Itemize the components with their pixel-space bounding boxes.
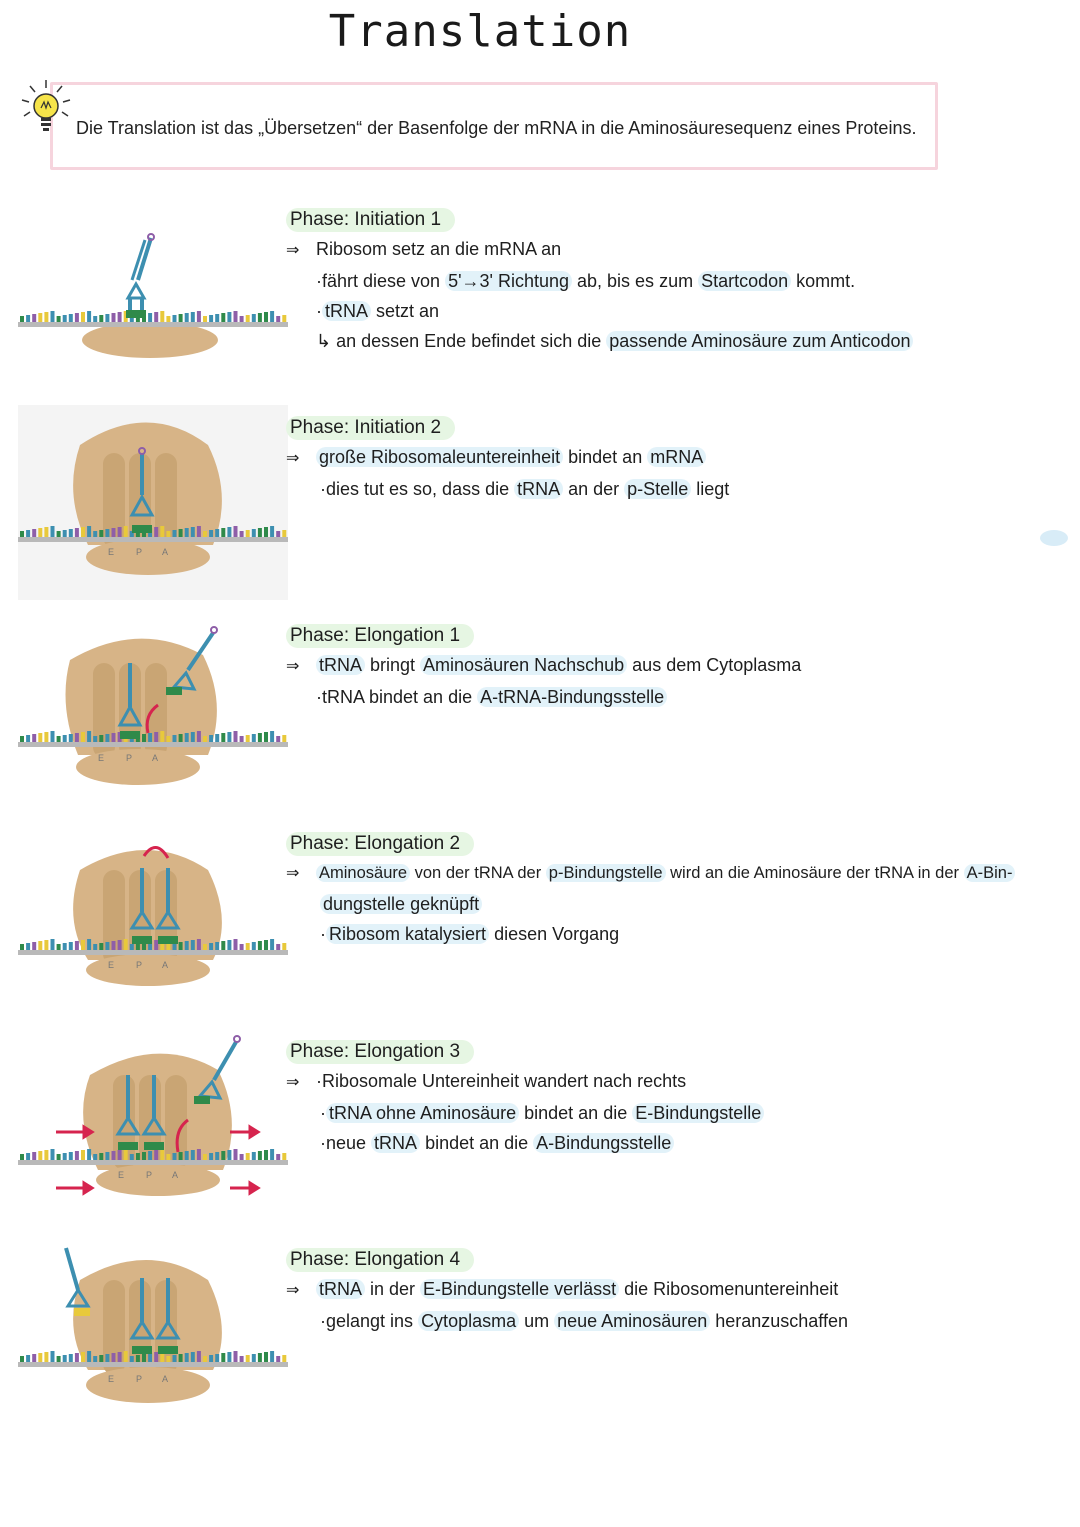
trna-icon [126,234,154,318]
figure-initiation-1 [18,200,288,370]
arrow-icon: ⇒ [286,658,300,675]
site-label-e: E [108,1374,115,1384]
decorative-blob [1040,530,1068,546]
site-label-p: P [136,960,143,970]
figure-elongation-1 [18,615,288,810]
phase-elongation-2: Phase: Elongation 2 ⇒ Aminosäure von der tRNA der p-Bindungstelle wird an die Aminosäure der tRNA in der A-Bin- dungstelle geknüpft · Ribosom katalysiert diesen Vorgang [286,832,1015,953]
arrow-icon: ⇒ [286,242,300,259]
arrow-icon: ⇒ [286,1074,300,1091]
site-label-e: E [118,1170,125,1180]
site-label-e: E [108,547,115,557]
site-label-a: A [162,1374,169,1384]
site-label-a: A [162,547,169,557]
phase-initiation-2: Phase: Initiation 2 ⇒ große Ribosomaleuntereinheit bindet an mRNA ·dies tut es so, dass die tRNA an der p-Stelle liegt [286,417,730,499]
page-title: Translation [328,6,632,57]
phase-elongation-3: Phase: Elongation 3 ⇒ ·Ribosomale Untereinheit wandert nach rechts · tRNA ohne Aminosäure bindet an die E-Bindungstelle ·neue tRNA bindet an die A-Bindungsstelle [286,1040,764,1162]
arrow-icon: ⇒ [286,1282,300,1299]
lightbulb-icon [18,78,78,148]
site-label-p: P [146,1170,153,1180]
phase-elongation-1: Phase: Elongation 1 ⇒ tRNA bringt Aminosäuren Nachschub aus dem Cytoplasma ·tRNA bindet an die A-tRNA-Bindungsstelle [286,625,802,707]
figure-elongation-2 [18,830,288,1005]
intro-text: Die Translation ist das „Übersetzen“ der Basenfolge der mRNA in die Aminosäuresequenz eines Proteins. [76,118,917,138]
phase-elongation-4: Phase: Elongation 4 ⇒ tRNA in der E-Bindungstelle verlässt die Ribosomenuntereinheit ·gelangt ins Cytoplasma um neue Aminosäuren heranzuschaffen [286,1249,849,1331]
mrna-bases [20,311,286,322]
phase-initiation-1: Phase: Initiation 1 ⇒ Ribosom setz an die mRNA an ·fährt diese von 5'→3' Richtung ab, bis es zum Startcodon kommt. · tRNA setzt an ↳ an dessen Ende befindet sich die passende Aminosäure zum Anticodon [286,208,913,360]
arrow-icon: ⇒ [286,865,300,882]
site-label-e: E [98,753,105,763]
figure-initiation-2 [18,405,288,600]
site-label-a: A [172,1170,179,1180]
site-label-p: P [126,753,133,763]
mrna-strand [18,322,288,327]
site-label-a: A [162,960,169,970]
site-label-a: A [152,753,159,763]
site-label-e: E [108,960,115,970]
figure-elongation-3 [18,1030,288,1210]
site-label-p: P [136,547,143,557]
arrow-icon: ⇒ [286,450,300,467]
site-label-p: P [136,1374,143,1384]
figure-elongation-4 [18,1240,288,1415]
